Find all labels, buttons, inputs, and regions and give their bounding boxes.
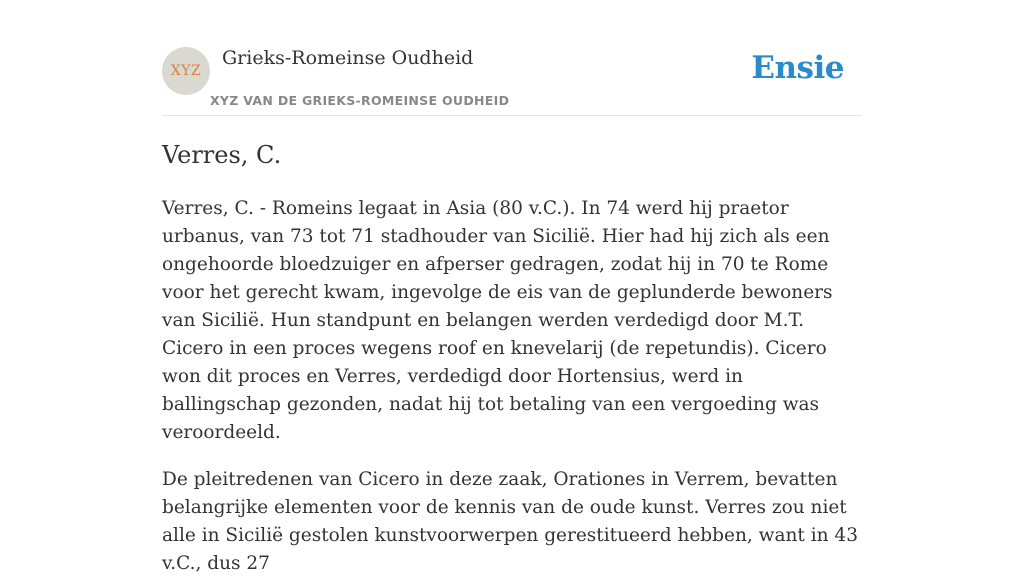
page-header	[162, 46, 862, 116]
article-paragraph: Verres, C. - Romeins legaat in Asia (80 v.C.). In 74 werd hij praetor urbanus, van 73 tot 71 stadhouder van Sicilië. Hier had hij zich als een ongehoorde bloedzuiger en afperser gedragen, zodat hij in 70 te Rome voor het gerecht kwam, ingevolge de eis van de geplunderde bewoners van Sicilië. Hun standpunt en belangen werden verdedigd door M.T. Cicero in een proces wegens roof en knevelarij (de repetundis). Cicero won dit proces en Verres, verdedigd door Hortensius, werd in ballingschap gezonden, nadat hij tot betaling van een vergoeding was veroordeeld.	[162, 198, 833, 443]
article-paragraph: De pleitredenen van Cicero in deze zaak, Orationes in Verrem, bevatten belangrijke elementen voor de kennis van de oude kunst. Verres zou niet alle in Sicilië gestolen kunstvoorwerpen gerestitueerd hebben, want in 43 v.C., dus 27	[162, 469, 858, 574]
publication-subtitle: XYZ VAN DE GRIEKS-ROMEINSE OUDHEID	[210, 93, 510, 108]
article-body	[162, 195, 862, 578]
publication-avatar[interactable]: XYZ	[162, 47, 210, 95]
article-title: Verres, C.	[162, 141, 282, 169]
publication-name[interactable]: Grieks-Romeinse Oudheid	[222, 47, 474, 69]
brand-logo[interactable]: Ensie	[751, 50, 844, 86]
page	[162, 0, 862, 578]
